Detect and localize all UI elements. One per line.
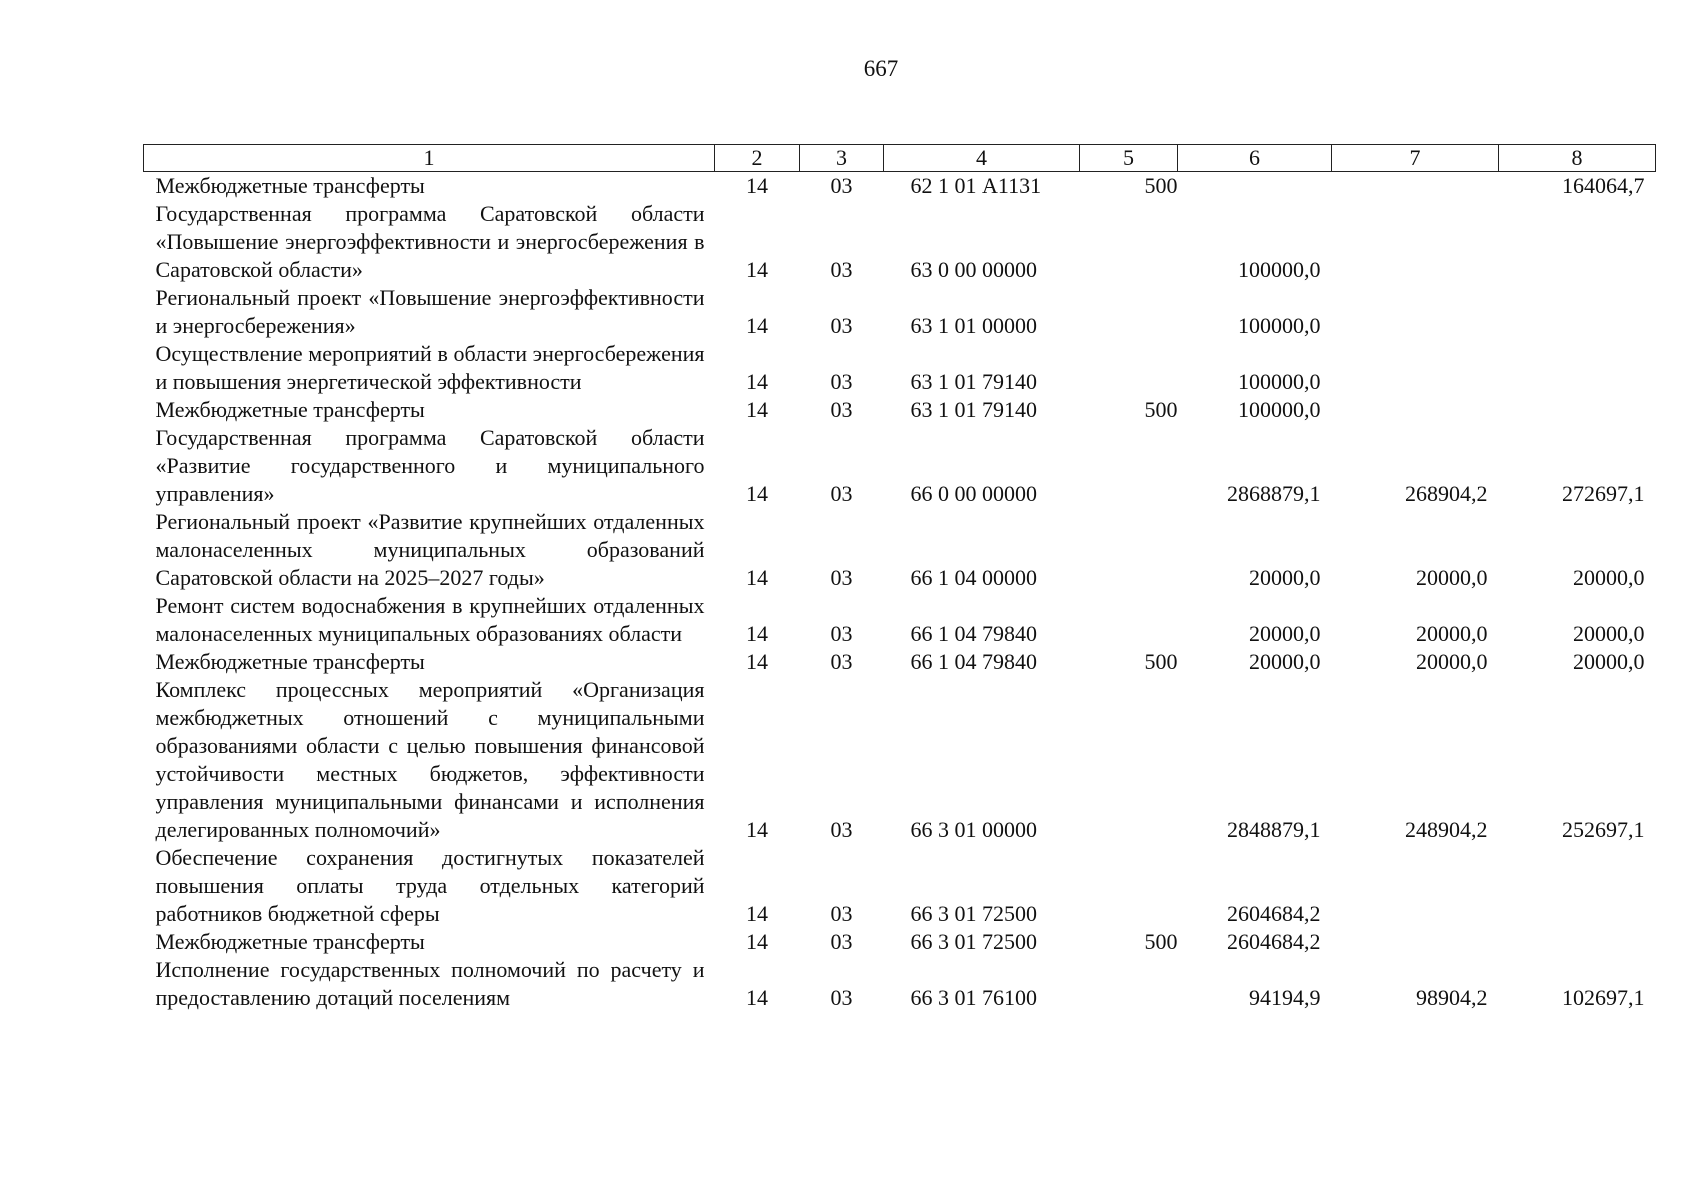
table-row	[144, 676, 1656, 844]
row-name: Региональный проект «Развитие крупнейших отдаленных малонаселенных муниципальных образований Саратовской области на 2025–2027 годы»	[155, 509, 705, 590]
subsection-code: 03	[830, 397, 853, 422]
section-code: 14	[746, 313, 768, 338]
table-row	[144, 508, 1656, 592]
target-article-code: 66 3 01 72500	[910, 901, 1037, 926]
section-code: 14	[746, 985, 768, 1010]
column-header-1: 1	[144, 145, 715, 172]
target-article-code: 63 1 01 79140	[910, 369, 1037, 394]
amount-col-6: 20000,0	[1249, 649, 1321, 674]
target-article-code: 63 1 01 79140	[910, 397, 1037, 422]
column-header-8: 8	[1499, 145, 1656, 172]
row-name: Ремонт систем водоснабжения в крупнейших отдаленных малонаселенных муниципальных образованиях области	[155, 593, 705, 646]
subsection-code: 03	[830, 901, 853, 926]
target-article-code: 66 0 00 00000	[910, 481, 1037, 506]
target-article-code: 62 1 01 А1131	[910, 173, 1042, 198]
subsection-code: 03	[830, 649, 853, 674]
row-name: Исполнение государственных полномочий по расчету и предоставлению дотаций поселениям	[155, 957, 705, 1010]
expense-type-code	[1080, 956, 1178, 1012]
subsection-code: 03	[830, 257, 853, 282]
expense-type-code	[1080, 200, 1178, 284]
table-row	[144, 956, 1656, 1012]
amount-col-8: 272697,1	[1562, 481, 1645, 506]
amount-col-8: 20000,0	[1573, 649, 1645, 674]
page-number: 667	[863, 56, 899, 81]
row-name: Межбюджетные трансферты	[155, 173, 425, 198]
amount-col-6: 100000,0	[1238, 257, 1321, 282]
row-name: Комплекс процессных мероприятий «Организация межбюджетных отношений с муниципальными образованиями области с целью повышения финансовой устойчивости местных бюджетов, эффективности управления муниципальными финансами и исполнения делегированных полномочий»	[155, 677, 705, 842]
column-header-2: 2	[715, 145, 800, 172]
target-article-code: 66 3 01 72500	[910, 929, 1037, 954]
section-code: 14	[746, 565, 768, 590]
column-header-3: 3	[800, 145, 884, 172]
subsection-code: 03	[830, 929, 853, 954]
expense-type-code	[1080, 844, 1178, 928]
subsection-code: 03	[830, 817, 853, 842]
section-code: 14	[746, 817, 768, 842]
table-row	[144, 340, 1656, 396]
target-article-code: 66 1 04 79840	[910, 621, 1037, 646]
table-body	[144, 172, 1656, 1013]
amount-col-8: 252697,1	[1562, 817, 1645, 842]
section-code: 14	[746, 173, 768, 198]
amount-col-7	[1332, 200, 1499, 284]
subsection-code: 03	[830, 621, 853, 646]
table-row	[144, 396, 1656, 424]
amount-col-7	[1332, 340, 1499, 396]
target-article-code: 66 3 01 76100	[910, 985, 1037, 1010]
target-article-code: 66 1 04 79840	[910, 649, 1037, 674]
amount-col-6: 20000,0	[1249, 565, 1321, 590]
table-row	[144, 172, 1656, 201]
amount-col-8: 102697,1	[1562, 985, 1645, 1010]
amount-col-8: 20000,0	[1573, 565, 1645, 590]
amount-col-6	[1178, 172, 1332, 201]
table-row	[144, 844, 1656, 928]
expense-type-code	[1080, 340, 1178, 396]
subsection-code: 03	[830, 481, 853, 506]
amount-col-7	[1332, 284, 1499, 340]
row-name: Обеспечение сохранения достигнутых показателей повышения оплаты труда отдельных категорий работников бюджетной сферы	[155, 845, 705, 926]
table-row	[144, 648, 1656, 676]
expense-type-code: 500	[1144, 649, 1178, 674]
amount-col-6: 100000,0	[1238, 369, 1321, 394]
amount-col-7: 20000,0	[1416, 565, 1488, 590]
target-article-code: 66 3 01 00000	[910, 817, 1037, 842]
section-code: 14	[746, 257, 768, 282]
amount-col-6: 100000,0	[1238, 313, 1321, 338]
amount-col-8	[1499, 396, 1656, 424]
subsection-code: 03	[830, 313, 853, 338]
amount-col-7: 20000,0	[1416, 621, 1488, 646]
row-name: Региональный проект «Повышение энергоэффективности и энергосбережения»	[155, 285, 705, 338]
section-code: 14	[746, 481, 768, 506]
amount-col-6: 2848879,1	[1227, 817, 1321, 842]
target-article-code: 66 1 04 00000	[910, 565, 1037, 590]
amount-col-7	[1332, 396, 1499, 424]
expense-type-code: 500	[1144, 929, 1178, 954]
column-header-7: 7	[1332, 145, 1499, 172]
row-name: Государственная программа Саратовской области «Развитие государственного и муниципального управления»	[155, 425, 705, 506]
amount-col-7: 248904,2	[1405, 817, 1488, 842]
amount-col-8	[1499, 928, 1656, 956]
amount-col-8	[1499, 200, 1656, 284]
column-header-4: 4	[884, 145, 1080, 172]
amount-col-6: 20000,0	[1249, 621, 1321, 646]
amount-col-7: 20000,0	[1416, 649, 1488, 674]
expense-type-code: 500	[1144, 397, 1178, 422]
table-row	[144, 284, 1656, 340]
amount-col-8	[1499, 844, 1656, 928]
amount-col-7	[1332, 844, 1499, 928]
row-name: Межбюджетные трансферты	[155, 649, 425, 674]
header-row	[144, 145, 1656, 172]
subsection-code: 03	[830, 985, 853, 1010]
column-header-5: 5	[1080, 145, 1178, 172]
table-row	[144, 424, 1656, 508]
section-code: 14	[746, 369, 768, 394]
expense-type-code	[1080, 424, 1178, 508]
amount-col-8	[1499, 340, 1656, 396]
table-row	[144, 928, 1656, 956]
amount-col-6: 2604684,2	[1227, 929, 1321, 954]
row-name: Межбюджетные трансферты	[155, 929, 425, 954]
row-name: Межбюджетные трансферты	[155, 397, 425, 422]
budget-table	[143, 144, 1656, 1012]
section-code: 14	[746, 901, 768, 926]
subsection-code: 03	[830, 173, 853, 198]
amount-col-6: 2868879,1	[1227, 481, 1321, 506]
table-header	[144, 145, 1656, 172]
amount-col-6: 100000,0	[1238, 397, 1321, 422]
amount-col-7	[1332, 928, 1499, 956]
amount-col-8	[1499, 284, 1656, 340]
section-code: 14	[746, 397, 768, 422]
amount-col-8: 164064,7	[1562, 173, 1645, 198]
section-code: 14	[746, 649, 768, 674]
amount-col-7: 98904,2	[1416, 985, 1488, 1010]
subsection-code: 03	[830, 565, 853, 590]
amount-col-6: 2604684,2	[1227, 901, 1321, 926]
expense-type-code	[1080, 284, 1178, 340]
table-row	[144, 200, 1656, 284]
subsection-code: 03	[830, 369, 853, 394]
target-article-code: 63 0 00 00000	[910, 257, 1037, 282]
amount-col-8: 20000,0	[1573, 621, 1645, 646]
row-name: Осуществление мероприятий в области энергосбережения и повышения энергетической эффективности	[155, 341, 705, 394]
expense-type-code	[1080, 508, 1178, 592]
amount-col-7	[1332, 172, 1499, 201]
expense-type-code	[1080, 592, 1178, 648]
expense-type-code: 500	[1144, 173, 1178, 198]
section-code: 14	[746, 621, 768, 646]
expense-type-code	[1080, 676, 1178, 844]
target-article-code: 63 1 01 00000	[910, 313, 1037, 338]
table-row	[144, 592, 1656, 648]
amount-col-6: 94194,9	[1249, 985, 1321, 1010]
section-code: 14	[746, 929, 768, 954]
row-name: Государственная программа Саратовской области «Повышение энергоэффективности и энергосбережения в Саратовской области»	[155, 201, 705, 282]
column-header-6: 6	[1178, 145, 1332, 172]
amount-col-7: 268904,2	[1405, 481, 1488, 506]
